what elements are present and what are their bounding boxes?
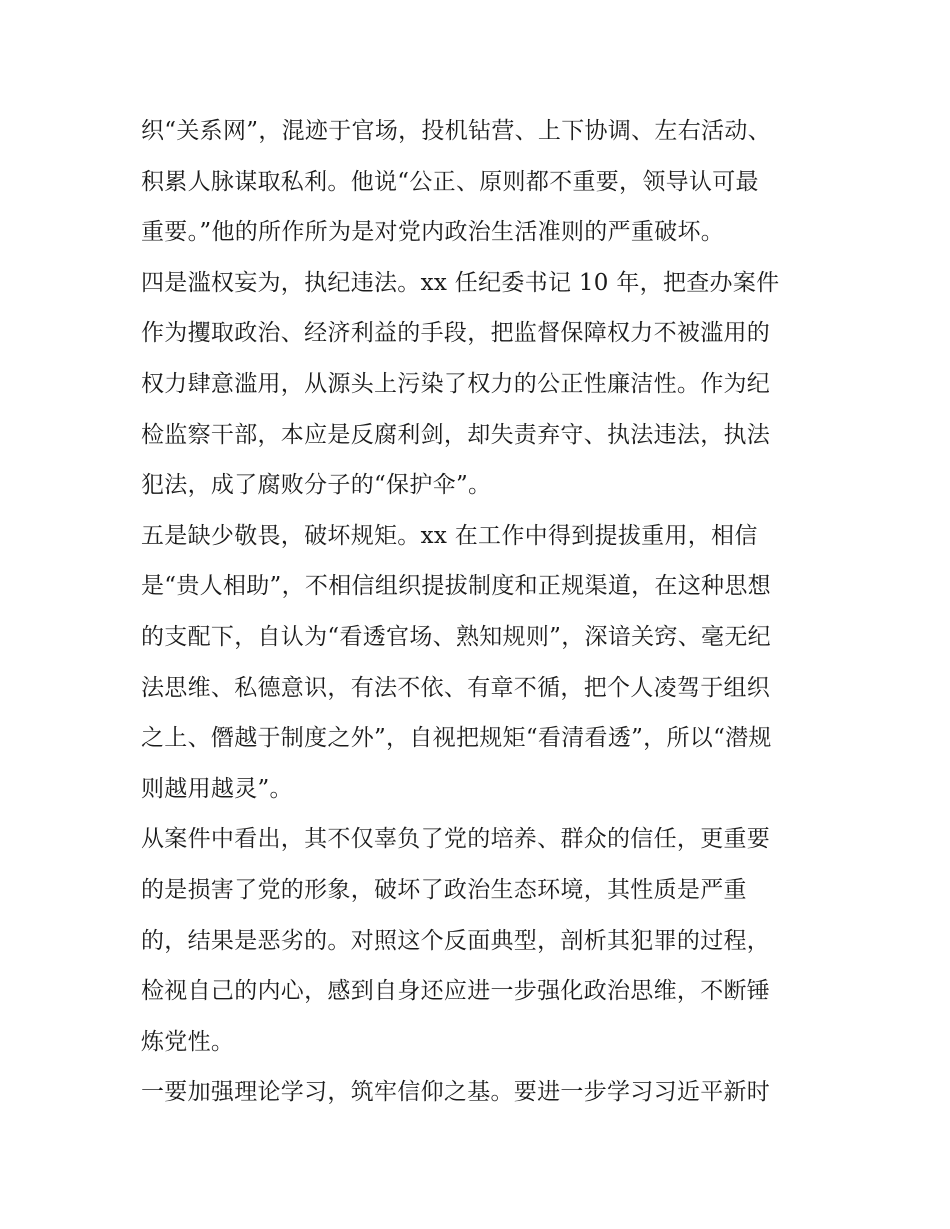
text-line: 犯法，成了腐败分子的“保护伞”。 [141,472,492,499]
text-line: 积累人脉谋取私利。他说“公正、原则都不重要，领导认可最 [141,168,759,195]
text-line: 的，结果是恶劣的。对照这个反面典型，剖析其犯罪的过程， [141,927,771,954]
body-text [141,106,813,1118]
text-line: 权力肆意滥用，从源头上污染了权力的公正性廉洁性。作为纪 [141,370,771,397]
text-line: 织“关系网”，混迹于官场，投机钻营、上下协调、左右活动、 [141,118,771,144]
text-line: 则越用越灵”。 [141,775,293,802]
text-line: 四是滥权妄为，执纪违法。xx 任纪委书记 10 年，把查办案件 [141,269,780,296]
text-line: 之上、僭越于制度之外”，自视把规矩“看清看透”，所以“潜规 [141,725,772,752]
text-line: 五是缺少敬畏，破坏规矩。xx 在工作中得到提拔重用，相信 [141,522,758,549]
text-line: 一要加强理论学习，筑牢信仰之基。要进一步学习习近平新时 [141,1079,771,1106]
text-line: 法思维、私德意识，有法不依、有章不循，把个人凌驾于组织 [141,674,771,701]
text-line: 作为攫取政治、经济利益的手段，把监督保障权力不被滥用的 [141,320,771,347]
text-line: 是“贵人相助”，不相信组织提拔制度和正规渠道，在这种思想 [141,573,771,600]
text-line: 重要。”他的所作所为是对党内政治生活准则的严重破坏。 [141,219,725,246]
text-line: 检视自己的内心，感到自身还应进一步强化政治思维，不断锤 [141,978,771,1005]
text-line: 从案件中看出，其不仅辜负了党的培养、群众的信任，更重要 [141,826,771,853]
text-line: 的是损害了党的形象，破坏了政治生态环境，其性质是严重 [141,876,747,903]
text-line: 的支配下，自认为“看透官场、熟知规则”，深谙关窍、毫无纪 [141,623,771,650]
text-line: 炼党性。 [141,1028,235,1055]
text-line: 检监察干部，本应是反腐利剑，却失责弃守、执法违法，执法 [141,421,771,448]
